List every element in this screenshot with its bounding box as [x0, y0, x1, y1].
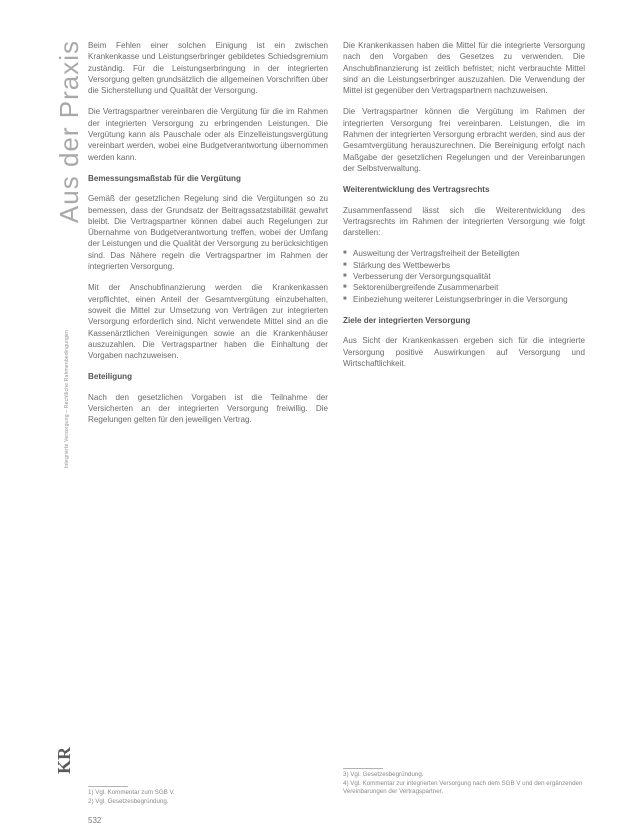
section-heading: Weiterentwicklung des Vertragsrechts: [343, 185, 490, 195]
footnote-rule: [343, 768, 383, 769]
bullet-item: ■ Ausweitung der Vertragsfreiheit der Beteiligten: [353, 248, 585, 259]
section-heading: Ziele der integrierten Versorgung: [343, 315, 471, 325]
page-number: 532: [88, 816, 102, 825]
left-footnotes: [88, 789, 328, 806]
bullet-item: ■ Verbesserung der Versorgungsqualität: [353, 271, 585, 282]
paragraph: Aus Sicht der Krankenkassen ergeben sich für die integrierte Versorgung positive Auswirkungen auf Versorgung und Wirtschaftlichkeit.: [343, 336, 585, 368]
paragraph: Zusammenfassend lässt sich die Weiterentwicklung des Vertragsrechts im Rahmen der integrierten Versorgung wie folgt darstellen:: [343, 205, 585, 238]
right-column: [343, 40, 585, 379]
bullet-list: [343, 248, 585, 304]
paragraph: Die Vertragspartner können die Vergütung im Rahmen der integrierten Versorgung frei vereinbaren. Leistungen, die im Rahmen der integrierten Versorgung erbracht werden, sind aus der Gesamtvergütung herauszurechnen. Die Bereinigung erfolgt nach Maßgabe der gesetzlichen Regelungen und der Vereinbarungen der Selbstverwaltung.: [343, 107, 585, 173]
paragraph: Beim Fehlen einer solchen Einigung ist ein zwischen Krankenkasse und Leistungserbringer gebildetes Schiedsgremium zuständig. Für die Leistungserbringung in der integrierten Versorgung gelten grundsätzlich die allgemeinen Vorschriften über die Sicherstellung und Qualität der Versorgung.: [88, 41, 328, 96]
left-column: [88, 40, 328, 436]
paragraph: Nach den gesetzlichen Vorgaben ist die Teilnahme der Versicherten an der integrierten Versorgung freiwillig. Die Regelungen gelten für den jeweiligen Vertrag.: [88, 392, 328, 425]
section-heading: Beteiligung: [88, 372, 133, 382]
bullet-item: ■ Einbeziehung weiterer Leistungserbringer in die Versorgung: [353, 294, 585, 305]
section-heading: Bemessungsmaßstab für die Vergütung: [88, 173, 241, 183]
bullet-item: ■ Stärkung des Wettbewerbs: [353, 260, 585, 271]
footnote: 2) Vgl. Gesetzesbegründung.: [88, 797, 169, 805]
bullet-item: ■ Sektorenübergreifende Zusammenarbeit: [353, 282, 585, 293]
right-footnotes: [343, 771, 585, 797]
paragraph: Die Krankenkassen haben die Mittel für die integrierte Versorgung nach den Vorgaben des Gesetzes zu verwenden. Die Anschubfinanzierung ist zeitlich befristet; nicht verbrauchte Mittel sind an die Leistungserbringer auszuzahlen. Die Verwendung der Mittel ist gegenüber den Vertragspartnern nachzuweisen.: [343, 41, 585, 96]
footnote-rule: [88, 786, 128, 787]
paragraph: Die Vertragspartner vereinbaren die Vergütung für die im Rahmen der integrierten Versorgung zu erbringenden Leistungen. Die Vergütung kann als Pauschale oder als Einzelleistungsvergütung vereinbart werden, wobei eine Budgetverantwortung übernommen werden kann.: [88, 107, 328, 162]
section-brand: Aus der Praxis: [54, 40, 84, 224]
footnote: 3) Vgl. Gesetzesbegründung.: [343, 771, 424, 778]
running-title: Integrierte Versorgung – Rechtliche Rahmenbedingungen: [64, 330, 70, 469]
paragraph: Mit der Anschubfinanzierung werden die Krankenkassen verpflichtet, einen Anteil der Gesamtvergütung einzubehalten, soweit die Mittel zur Umsetzung von Verträgen zur integrierten Versorgung erforderlich sind. Nicht verwendete Mittel sind an die Kassenärztlichen Vereinigungen sowie an die Krankenhäuser auszuzahlen. Die Vertragspartner haben die Einhaltung der Vorgaben nachzuweisen.: [88, 283, 328, 361]
publisher-logo: KR: [54, 747, 74, 774]
footnote: 4) Vgl. Kommentar zur integrierten Versorgung nach dem SGB V und den ergänzenden Vereinbarungen der Vertragspartner.: [343, 779, 583, 795]
paragraph: Gemäß der gesetzlichen Regelung sind die Vergütungen so zu bemessen, dass der Grundsatz der Beitragssatzstabilität gewahrt bleibt. Die Vertragspartner können dabei auch Regelungen zur Übernahme von Budgetverantwortung treffen, wobei der Umfang der Leistungen und die Qualität der Versorgung zu berücksichtigen sind. Das Nähere regeln die Vertragspartner im Rahmen der integrierten Versorgung.: [88, 194, 328, 272]
footnote: 1) Vgl. Kommentar zum SGB V.: [88, 789, 175, 796]
